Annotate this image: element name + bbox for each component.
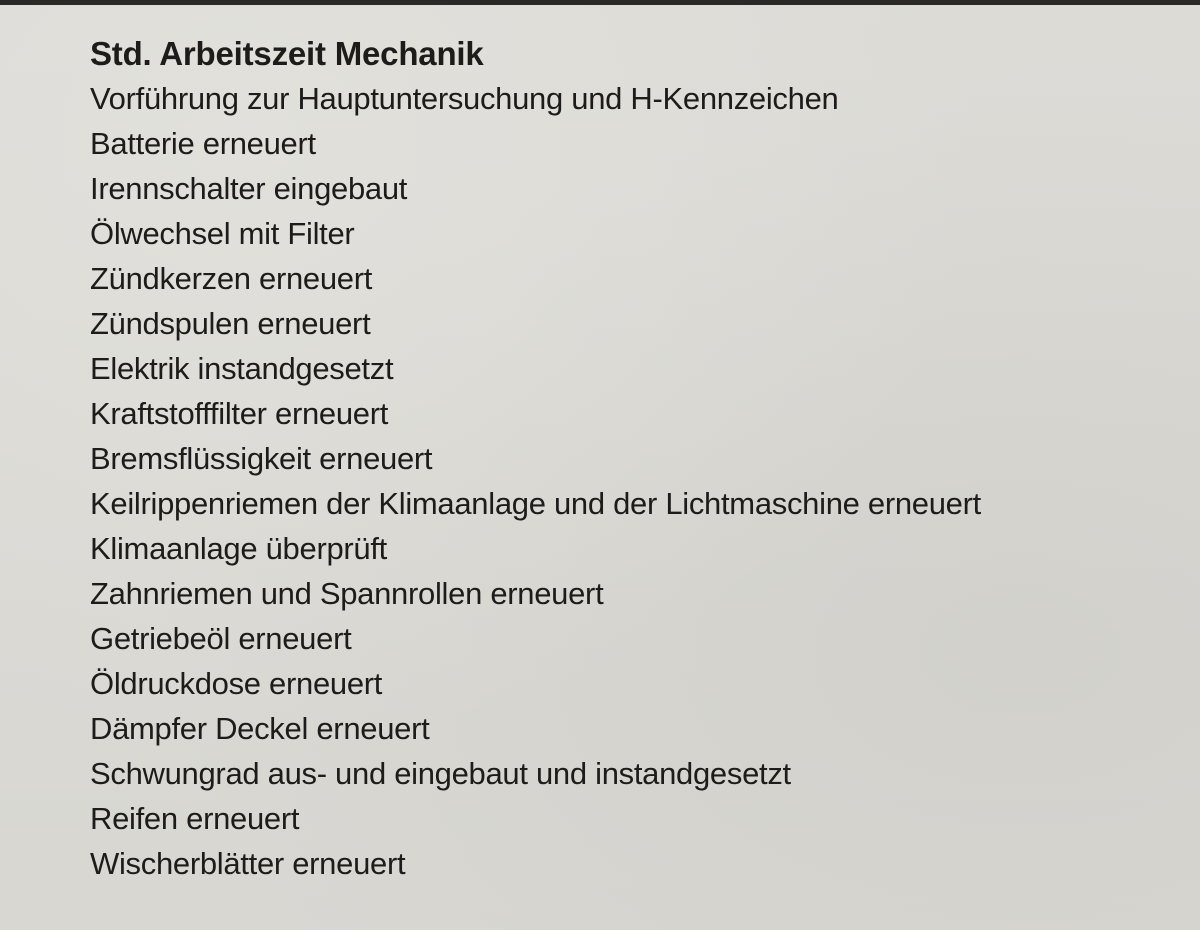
- work-item-list: [90, 76, 1180, 886]
- list-item: Keilrippenriemen der Klimaanlage und der Lichtmaschine erneuert: [90, 486, 981, 521]
- list-item: Dämpfer Deckel erneuert: [90, 711, 430, 746]
- work-list-document: [90, 32, 1180, 886]
- section-heading: Std. Arbeitszeit Mechanik: [90, 35, 484, 72]
- list-item: Zündkerzen erneuert: [90, 261, 373, 296]
- list-item: Öldruckdose erneuert: [90, 666, 383, 701]
- list-item: Irennschalter eingebaut: [90, 171, 408, 206]
- list-item: Bremsflüssigkeit erneuert: [90, 441, 433, 476]
- list-item: Schwungrad aus- und eingebaut und instandgesetzt: [90, 756, 791, 791]
- list-item: Zündspulen erneuert: [90, 306, 371, 341]
- list-item: Batterie erneuert: [90, 126, 316, 161]
- list-item: Elektrik instandgesetzt: [90, 351, 394, 386]
- list-item: Reifen erneuert: [90, 801, 300, 836]
- list-item: Getriebeöl erneuert: [90, 621, 352, 656]
- list-item: Ölwechsel mit Filter: [90, 216, 355, 251]
- list-item: Zahnriemen und Spannrollen erneuert: [90, 576, 604, 611]
- list-item: Kraftstofffilter erneuert: [90, 396, 389, 431]
- list-item: Vorführung zur Hauptuntersuchung und H-Kennzeichen: [90, 81, 839, 116]
- top-divider-line: [0, 0, 1200, 5]
- list-item: Wischerblätter erneuert: [90, 846, 406, 881]
- list-item: Klimaanlage überprüft: [90, 531, 387, 566]
